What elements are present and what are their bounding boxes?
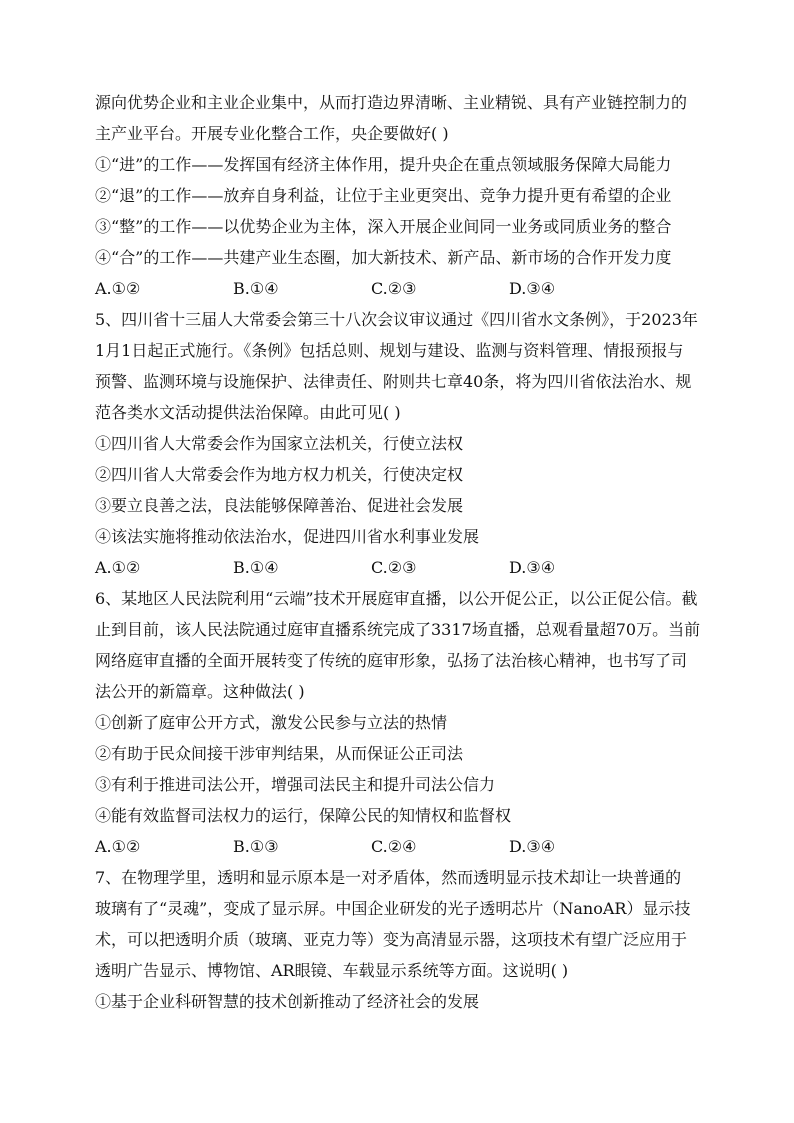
q5-statement: ③要立良善之法，良法能够保障善治、促进社会发展 bbox=[95, 496, 464, 515]
q4-statement: ①“进”的工作——发挥国有经济主体作用，提升央企在重点领域服务保障大局能力 bbox=[95, 155, 672, 174]
q6-option-d: D.③④ bbox=[509, 837, 556, 856]
q4-options bbox=[95, 279, 705, 310]
q4-option-b: B.①④ bbox=[233, 279, 279, 298]
q5-option-c: C.②③ bbox=[371, 558, 417, 577]
q6-stem-line: 法公开的新篇章。这种做法( ) bbox=[95, 682, 305, 701]
q6-stem-line: 6、某地区人民法院利用“云端”技术开展庭审直播，以公开促公正，以公正促公信。截 bbox=[95, 589, 698, 608]
q6-option-c: C.②④ bbox=[371, 837, 417, 856]
q5-statement: ④该法实施将推动依法治水，促进四川省水利事业发展 bbox=[95, 527, 480, 546]
q7-stem-line: 7、在物理学里，透明和显示原本是一对矛盾体，然而透明显示技术却让一块普通的 bbox=[95, 868, 682, 887]
q4-intro-line: 源向优势企业和主业企业集中，从而打造边界清晰、主业精锐、具有产业链控制力的 bbox=[95, 93, 688, 112]
q5-stem-line: 预警、监测环境与设施保护、法律责任、附则共七章40条，将为四川省依法治水、规 bbox=[95, 372, 692, 391]
q6-stem-line: 网络庭审直播的全面开展转变了传统的庭审形象，弘扬了法治核心精神，也书写了司 bbox=[95, 651, 688, 670]
q4-statement: ③“整”的工作——以优势企业为主体，深入开展企业间同一业务或同质业务的整合 bbox=[95, 217, 672, 236]
q7-stem-line: 术，可以把透明介质（玻璃、亚克力等）变为高清显示器，这项技术有望广泛应用于 bbox=[95, 930, 688, 949]
q5-stem-line: 5、四川省十三届人大常委会第三十八次会议审议通过《四川省水文条例》，于2023年 bbox=[95, 310, 698, 329]
q5-options bbox=[95, 558, 705, 589]
question-text bbox=[95, 93, 705, 1023]
q4-option-c: C.②③ bbox=[371, 279, 417, 298]
q4-intro-line: 主产业平台。开展专业化整合工作，央企要做好( ) bbox=[95, 124, 449, 143]
q5-option-d: D.③④ bbox=[509, 558, 556, 577]
q7-statement: ①基于企业科研智慧的技术创新推动了经济社会的发展 bbox=[95, 992, 480, 1011]
q5-option-b: B.①④ bbox=[233, 558, 279, 577]
q6-statement: ④能有效监督司法权力的运行，保障公民的知情权和监督权 bbox=[95, 806, 512, 825]
q7-stem-line: 透明广告显示、博物馆、AR眼镜、车载显示系统等方面。这说明( ) bbox=[95, 961, 569, 980]
q5-option-a: A.①② bbox=[95, 558, 141, 577]
q6-options bbox=[95, 837, 705, 868]
q6-option-a: A.①② bbox=[95, 837, 141, 856]
q6-statement: ②有助于民众间接干涉审判结果，从而保证公正司法 bbox=[95, 744, 464, 763]
q7-stem-line: 玻璃有了“灵魂”，变成了显示屏。中国企业研发的光子透明芯片（NanoAR）显示技 bbox=[95, 899, 691, 918]
q4-option-a: A.①② bbox=[95, 279, 141, 298]
q6-option-b: B.①③ bbox=[233, 837, 279, 856]
q5-stem-line: 范各类水文活动提供法治保障。由此可见( ) bbox=[95, 403, 401, 422]
q5-stem-line: 1月1日起正式施行。《条例》包括总则、规划与建设、监测与资料管理、情报预报与 bbox=[95, 341, 684, 360]
q4-statement: ②“退”的工作——放弃自身利益，让位于主业更突出、竞争力提升更有希望的企业 bbox=[95, 186, 672, 205]
q5-statement: ①四川省人大常委会作为国家立法机关，行使立法权 bbox=[95, 434, 464, 453]
q5-statement: ②四川省人大常委会作为地方权力机关，行使决定权 bbox=[95, 465, 464, 484]
q4-option-d: D.③④ bbox=[509, 279, 556, 298]
q6-stem-line: 止到目前，该人民法院通过庭审直播系统完成了3317场直播，总观看量超70万。当前 bbox=[95, 620, 701, 639]
q6-statement: ①创新了庭审公开方式，激发公民参与立法的热情 bbox=[95, 713, 448, 732]
q6-statement: ③有利于推进司法公开，增强司法民主和提升司法公信力 bbox=[95, 775, 496, 794]
q4-statement: ④“合”的工作——共建产业生态圈，加大新技术、新产品、新市场的合作开发力度 bbox=[95, 248, 672, 267]
